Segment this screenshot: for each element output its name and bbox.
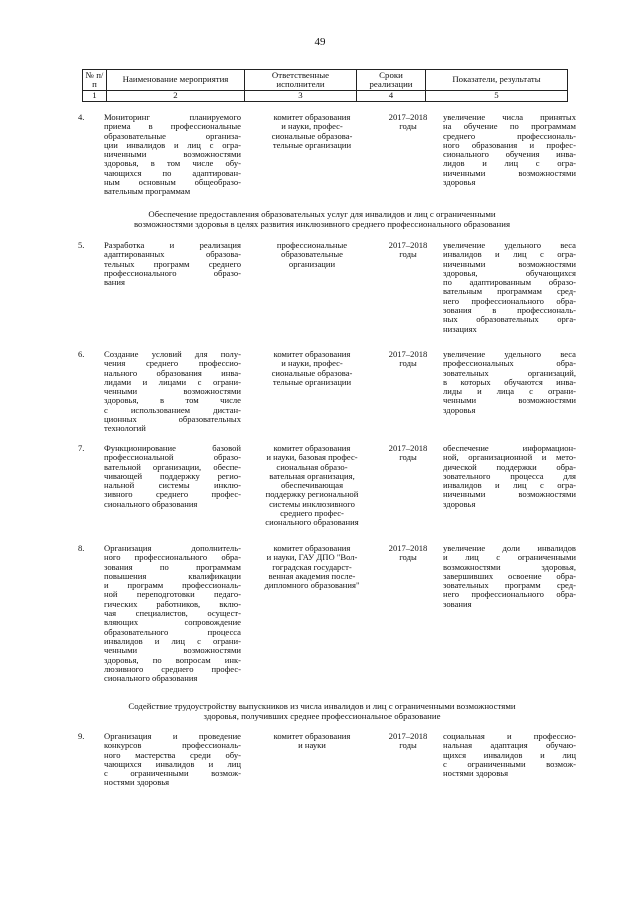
- responsible-executors-line: вательная организация,: [269, 470, 355, 481]
- activity-name-line: Мониторинг планируемого: [104, 113, 241, 122]
- responsible-executors-line: гоградская государст-: [272, 561, 352, 572]
- result-indicators-line: среднего профессиональ-: [443, 131, 576, 141]
- header-terms: Сроки реализации: [357, 70, 426, 91]
- activity-name-line: ностями здоровья: [104, 777, 170, 788]
- activity-name-line: чающихся инвалидов и лиц: [104, 759, 241, 769]
- result-indicators-line: здоровья: [443, 177, 476, 188]
- activity-name-line: чивающей поддержку регио-: [104, 471, 241, 481]
- activity-name-line: ции инвалидов и лиц с огра-: [104, 140, 241, 150]
- implementation-term-line: 2017–2018: [388, 731, 428, 741]
- result-indicators-line: здоровья, обучающихся: [443, 268, 576, 278]
- result-indicators-line: обеспечение информацион-: [443, 444, 576, 453]
- row-number: 9.: [78, 731, 85, 741]
- activity-name-line: профессионального образо-: [104, 268, 241, 278]
- result-indicators-line: увеличение удельного веса: [443, 241, 576, 250]
- result-indicators-line: ниченными возможностями: [443, 168, 576, 178]
- responsible-executors-line: организации: [288, 258, 336, 269]
- result-indicators: [443, 444, 576, 509]
- result-indicators-line: лидов и лиц с огра-: [443, 159, 576, 169]
- activity-name-line: ционных образовательных: [104, 415, 241, 425]
- header-number: № п/п: [83, 70, 107, 91]
- responsible-executors-line: сиональные образова-: [271, 367, 353, 378]
- implementation-term-line: годы: [399, 740, 417, 751]
- implementation-term: [380, 732, 436, 751]
- responsible-executors-line: тельные организации: [272, 139, 352, 150]
- activity-name-line: чая специалистов, осущест-: [104, 609, 241, 619]
- activity-name-line: вляющих сопровождение: [104, 618, 241, 628]
- result-indicators-line: инвалидов и лиц с огра-: [443, 481, 576, 491]
- responsible-executors-line: сиональная образо-: [276, 461, 348, 472]
- activity-name-line: ного мастерства среди обу-: [104, 750, 241, 760]
- responsible-executors-line: образовательные: [281, 249, 343, 260]
- responsible-executors-line: комитет образования: [273, 731, 351, 741]
- activity-name-line: здоровья, по вопросам инк-: [104, 655, 241, 665]
- result-indicators-line: вательным программам сред-: [443, 287, 576, 297]
- result-indicators: [443, 732, 576, 778]
- result-indicators-line: щихся инвалидов и лиц: [443, 750, 576, 760]
- result-indicators-line: ных образовательных орга-: [443, 315, 576, 325]
- implementation-term-line: 2017–2018: [388, 240, 428, 250]
- activity-name-line: нального образования инва-: [104, 368, 241, 378]
- activity-name-line: с ограниченными возмож-: [104, 769, 241, 779]
- implementation-term: [380, 113, 436, 132]
- activity-name-line: тельных программ среднего: [104, 259, 241, 269]
- activity-name-line: адаптированных образова-: [104, 250, 241, 260]
- activity-name-line: вательным программам: [104, 186, 191, 197]
- responsible-executors: [256, 241, 368, 269]
- activity-name-line: Функционирование базовой: [104, 444, 241, 453]
- column-number-3: 3: [245, 91, 357, 102]
- column-number-1: 1: [83, 91, 107, 102]
- implementation-term-line: годы: [399, 249, 417, 260]
- implementation-term: [380, 444, 436, 463]
- result-indicators-line: по адаптированным образо-: [443, 278, 576, 288]
- responsible-executors-line: комитет образования: [273, 112, 351, 122]
- result-indicators-line: здоровья: [443, 498, 476, 509]
- activity-name-line: чения среднего профессио-: [104, 359, 241, 369]
- result-indicators-line: ностями здоровья: [443, 768, 509, 779]
- implementation-term-line: 2017–2018: [388, 349, 428, 359]
- result-indicators-line: ченными возможностями: [443, 396, 576, 406]
- activity-name-line: Организация и проведение: [104, 732, 241, 741]
- responsible-executors: [256, 444, 368, 528]
- implementation-term-line: годы: [399, 358, 417, 369]
- activity-name-line: здоровья, в том числе: [104, 396, 241, 406]
- result-indicators-line: здоровья: [443, 404, 476, 415]
- responsible-executors-line: и науки, ГАУ ДПО "Вол-: [266, 552, 358, 563]
- header-results: Показатели, результаты: [426, 70, 568, 91]
- responsible-executors: [256, 544, 368, 590]
- result-indicators-line: на обучение по программам: [443, 122, 576, 132]
- result-indicators-line: зовательных программ сред-: [443, 581, 576, 591]
- result-indicators-line: в которых обучаются инва-: [443, 377, 576, 387]
- result-indicators-line: возможностями здоровья,: [443, 562, 576, 572]
- row-number: 6.: [78, 349, 85, 359]
- implementation-term: [380, 350, 436, 369]
- column-number-5: 5: [426, 91, 568, 102]
- responsible-executors: [256, 350, 368, 387]
- activity-name: [104, 544, 241, 683]
- activity-name-line: ной переподготовки педаго-: [104, 590, 241, 600]
- row-number: 5.: [78, 240, 85, 250]
- responsible-executors-line: комитет образования: [273, 543, 351, 553]
- activity-name-line: чающихся по адаптирован-: [104, 168, 241, 178]
- column-number-2: 2: [107, 91, 245, 102]
- responsible-executors-line: и науки, профес-: [281, 121, 343, 132]
- row-number: 8.: [78, 543, 85, 553]
- section-heading-line: Обеспечение предоставления образовательных услуг для инвалидов и лиц с ограниченными: [148, 209, 496, 219]
- activity-name-line: инвалидов и лиц с ограни-: [104, 636, 241, 646]
- result-indicators: [443, 241, 576, 334]
- activity-name-line: образовательные организа-: [104, 131, 241, 141]
- activity-name-line: повышения квалификации: [104, 571, 241, 581]
- activity-name-line: Организация дополнитель-: [104, 544, 241, 553]
- row-number: 4.: [78, 112, 85, 122]
- implementation-term-line: 2017–2018: [388, 543, 428, 553]
- implementation-term: [380, 544, 436, 563]
- section-heading-line: возможностями здоровья в целях развития инклюзивного среднего профессионального образования: [133, 218, 511, 229]
- activity-name-line: вательной организации, обеспе-: [104, 462, 241, 472]
- responsible-executors: [256, 113, 368, 150]
- result-indicators-line: ного образования и профес-: [443, 140, 576, 150]
- activity-name-line: сионального образования: [104, 673, 198, 684]
- activity-name-line: ного профессионального обра-: [104, 553, 241, 563]
- activity-name: [104, 350, 241, 434]
- responsible-executors: [256, 732, 368, 751]
- activity-name-line: зования по программам: [104, 562, 241, 572]
- activity-name-line: лидами и лицами с ограни-: [104, 377, 241, 387]
- implementation-term-line: годы: [399, 452, 417, 463]
- responsible-executors-line: сиональные образова-: [271, 130, 353, 141]
- row-number: 7.: [78, 443, 85, 453]
- result-indicators-line: инвалидов и лиц с огра-: [443, 250, 576, 260]
- result-indicators-line: сионального обучения инва-: [443, 150, 576, 160]
- responsible-executors-line: системы инклюзивного: [269, 498, 355, 509]
- activity-name: [104, 732, 241, 788]
- activity-name-line: ным основным общеобразо-: [104, 178, 241, 188]
- responsible-executors-line: поддержку региональной: [265, 489, 359, 500]
- responsible-executors-line: профессиональные: [276, 240, 348, 250]
- activity-name-line: и программ профессиональ-: [104, 581, 241, 591]
- result-indicators: [443, 350, 576, 415]
- activity-name-line: сионального образования: [104, 498, 198, 509]
- result-indicators-line: профессиональных обра-: [443, 359, 576, 369]
- responsible-executors-line: дипломного образования": [264, 580, 360, 591]
- header-executors: Ответственные исполнители: [245, 70, 357, 91]
- column-number-4: 4: [357, 91, 426, 102]
- responsible-executors-line: тельные организации: [272, 376, 352, 387]
- result-indicators-line: и лиц с ограниченными: [443, 553, 576, 563]
- result-indicators-line: него профессионального обра-: [443, 590, 576, 600]
- result-indicators-line: завершивших освоение обра-: [443, 571, 576, 581]
- result-indicators-line: нальная адаптация обучаю-: [443, 741, 576, 751]
- activity-name-line: нальной системы инклю-: [104, 481, 241, 491]
- activity-name-line: Разработка и реализация: [104, 241, 241, 250]
- activity-name-line: образовательного процесса: [104, 627, 241, 637]
- section-heading-line: здоровья, получивших среднее профессиональное образование: [203, 710, 441, 721]
- activity-name-line: ченными возможностями: [104, 387, 241, 397]
- page-number: 49: [314, 36, 326, 48]
- activity-name-line: ниченными возможностями: [104, 150, 241, 160]
- activity-name-line: вания: [104, 277, 125, 288]
- result-indicators-line: зования: [443, 598, 472, 609]
- activity-name-line: конкурсов профессиональ-: [104, 741, 241, 751]
- table-header: [82, 69, 568, 102]
- section-heading: [82, 702, 562, 721]
- activity-name: [104, 113, 241, 197]
- responsible-executors-line: среднего профес-: [280, 508, 344, 519]
- section-heading: [82, 210, 562, 229]
- result-indicators-line: увеличение числа принятых: [443, 113, 576, 122]
- activity-name-line: ченными возможностями: [104, 646, 241, 656]
- result-indicators-line: ной, организационной и мето-: [443, 453, 576, 463]
- responsible-executors-line: и науки, базовая профес-: [266, 452, 358, 463]
- column-number-row: [83, 91, 568, 102]
- section-heading-line: Содействие трудоустройству выпускников из числа инвалидов и лиц с ограниченными возможностями: [128, 701, 516, 711]
- responsible-executors-line: комитет образования: [273, 443, 351, 453]
- responsible-executors-line: и науки, профес-: [281, 358, 343, 369]
- result-indicators-line: увеличение удельного веса: [443, 350, 576, 359]
- responsible-executors-line: венная академия после-: [268, 570, 356, 581]
- implementation-term-line: 2017–2018: [388, 443, 428, 453]
- activity-name-line: Создание условий для полу-: [104, 350, 241, 359]
- activity-name-line: с использованием дистан-: [104, 405, 241, 415]
- result-indicators: [443, 113, 576, 187]
- activity-name-line: гических работников, вклю-: [104, 599, 241, 609]
- activity-name-line: люзивного среднего профес-: [104, 664, 241, 674]
- result-indicators-line: зовательных организаций,: [443, 368, 576, 378]
- result-indicators-line: зования в профессиональ-: [443, 306, 576, 316]
- result-indicators-line: ниченными возможностями: [443, 490, 576, 500]
- result-indicators-line: увеличение доли инвалидов: [443, 544, 576, 553]
- result-indicators-line: зовательного процесса для: [443, 471, 576, 481]
- responsible-executors-line: сионального образования: [265, 517, 359, 528]
- implementation-term-line: годы: [399, 552, 417, 563]
- activity-name-line: приема в профессиональные: [104, 122, 241, 132]
- header-row: [83, 70, 568, 91]
- activity-name: [104, 444, 241, 509]
- responsible-executors-line: и науки: [298, 740, 326, 751]
- implementation-term-line: годы: [399, 121, 417, 132]
- activity-name: [104, 241, 241, 287]
- result-indicators-line: низациях: [443, 323, 477, 334]
- implementation-term-line: 2017–2018: [388, 112, 428, 122]
- result-indicators-line: ниченными возможностями: [443, 259, 576, 269]
- header-activity: Наименование мероприятия: [107, 70, 245, 91]
- implementation-term: [380, 241, 436, 260]
- result-indicators-line: лиды и лица с ограни-: [443, 387, 576, 397]
- activity-name-line: здоровья, в том числе обу-: [104, 159, 241, 169]
- activity-name-line: профессиональной образо-: [104, 453, 241, 463]
- result-indicators-line: социальная и профессио-: [443, 732, 576, 741]
- responsible-executors-line: обеспечивающая: [280, 480, 344, 491]
- responsible-executors-line: комитет образования: [273, 349, 351, 359]
- result-indicators-line: с ограниченными возмож-: [443, 759, 576, 769]
- activity-name-line: технологий: [104, 423, 146, 434]
- activity-name-line: зивного среднего профес-: [104, 490, 241, 500]
- result-indicators: [443, 544, 576, 609]
- result-indicators-line: него профессионального обра-: [443, 296, 576, 306]
- result-indicators-line: дической поддержки обра-: [443, 462, 576, 472]
